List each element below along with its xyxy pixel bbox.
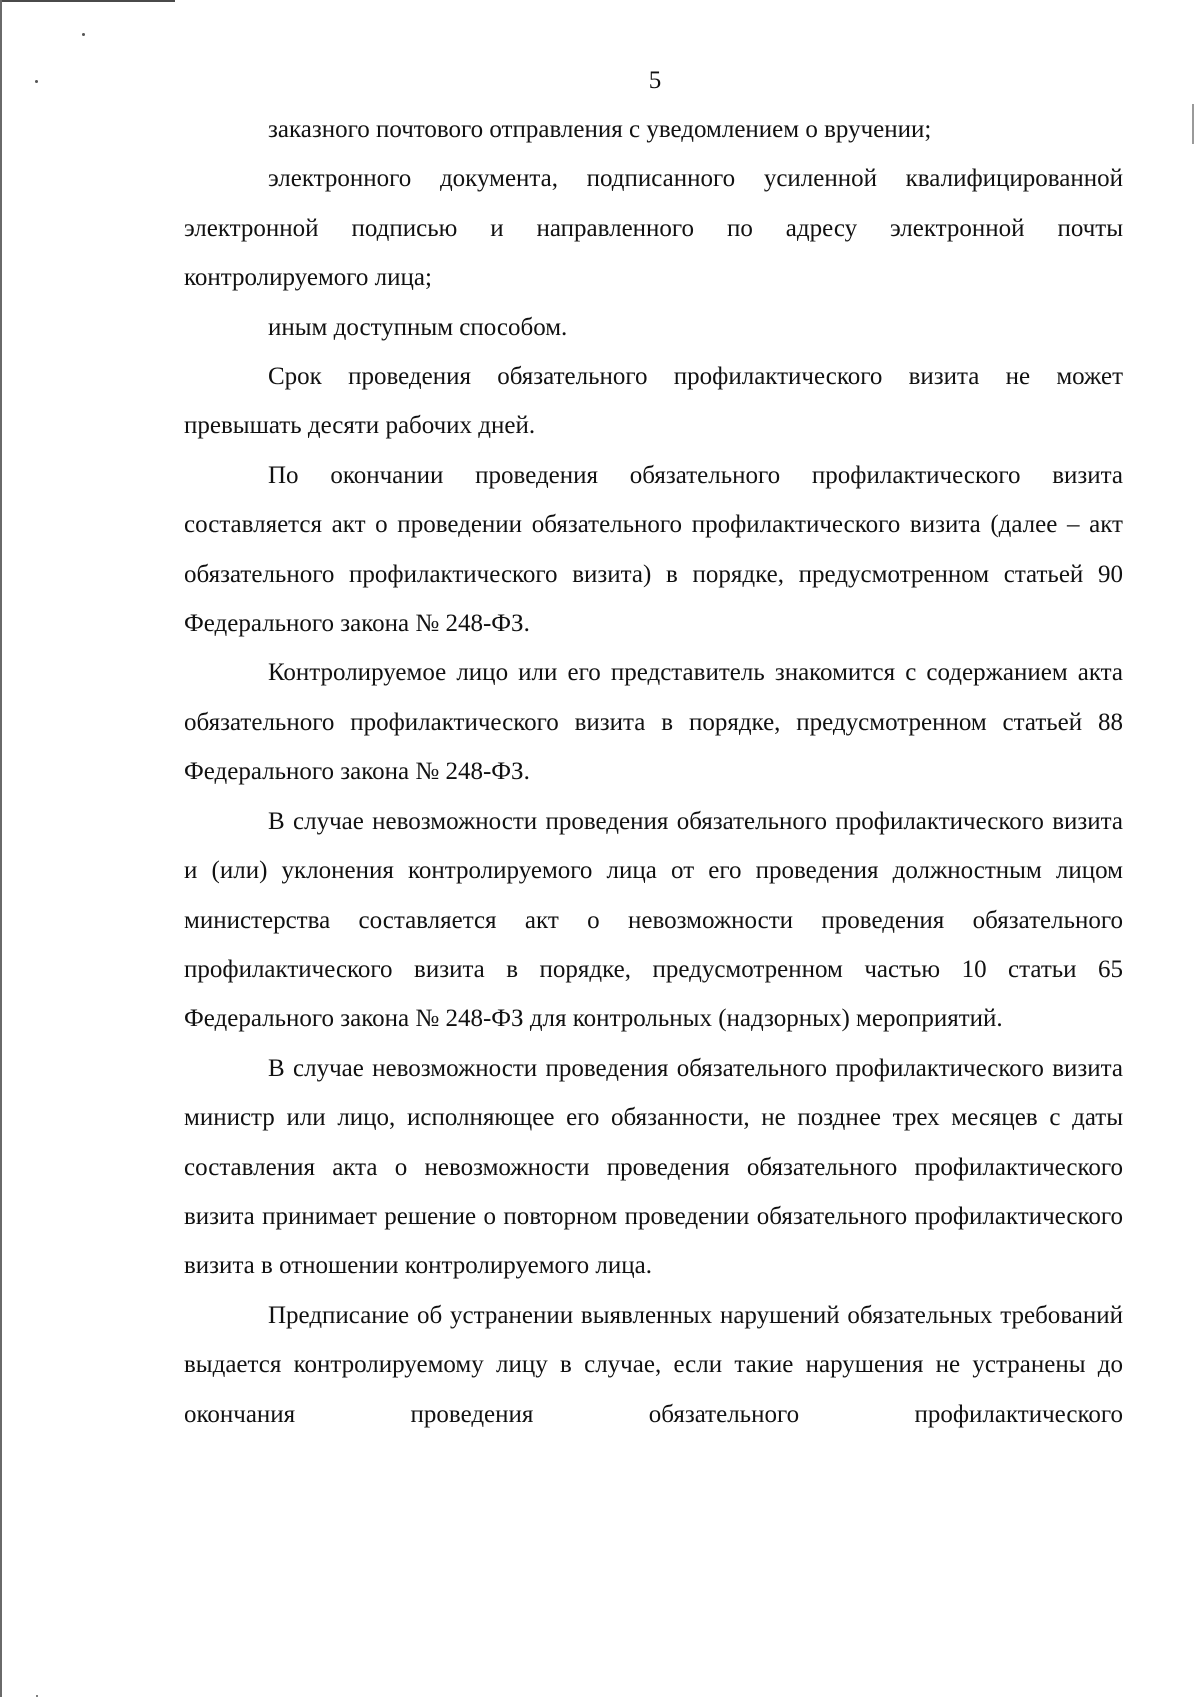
scan-speck (82, 33, 85, 36)
paragraph: Срок проведения обязательного профилактического визита не может превышать десяти рабочих дней. (184, 363, 1123, 440)
paragraph: В случае невозможности проведения обязательного профилактического визита и (или) уклонения контролируемого лица от его проведения должностным лицом министерства составляется акт о невозможности проведения обязательного профилактического визита в порядке, предусмотренном частью 10 статьи 65 Федерального закона № 248-ФЗ для контрольных (надзорных) мероприятий. (184, 807, 1123, 1033)
scan-border-left (0, 0, 2, 1697)
paragraph: Контролируемое лицо или его представитель знакомится с содержанием акта обязательного профилактического визита в порядке, предусмотренном статьей 88 Федерального закона № 248-ФЗ. (184, 659, 1123, 786)
paragraph: иным доступным способом. (268, 313, 568, 341)
document-body (184, 105, 1123, 1439)
page-number: 5 (648, 67, 662, 94)
scan-border-top (0, 0, 175, 2)
paragraph: Предписание об устранении выявленных нарушений обязательных требований выдается контролируемому лицу в случае, если такие нарушения не устранены до окончания проведения обязательного профилактического (184, 1301, 1123, 1428)
paragraph: По окончании проведения обязательного профилактического визита составляется акт о проведении обязательного профилактического визита (далее – акт обязательного профилактического визита) в порядке, предусмотренном статьей 90 Федерального закона № 248-ФЗ. (184, 461, 1123, 638)
paragraph: В случае невозможности проведения обязательного профилактического визита министр или лицо, исполняющее его обязанности, не позднее трех месяцев с даты составления акта о невозможности проведения обязательного профилактического визита принимает решение о повторном проведении обязательного профилактического визита в отношении контролируемого лица. (184, 1054, 1123, 1280)
paragraph: электронного документа, подписанного усиленной квалифицированной электронной подписью и направленного по адресу электронной почты контролируемого лица; (184, 165, 1123, 292)
scan-edge-mark (1192, 104, 1194, 144)
paragraph: заказного почтового отправления с уведомлением о вручении; (268, 116, 932, 143)
